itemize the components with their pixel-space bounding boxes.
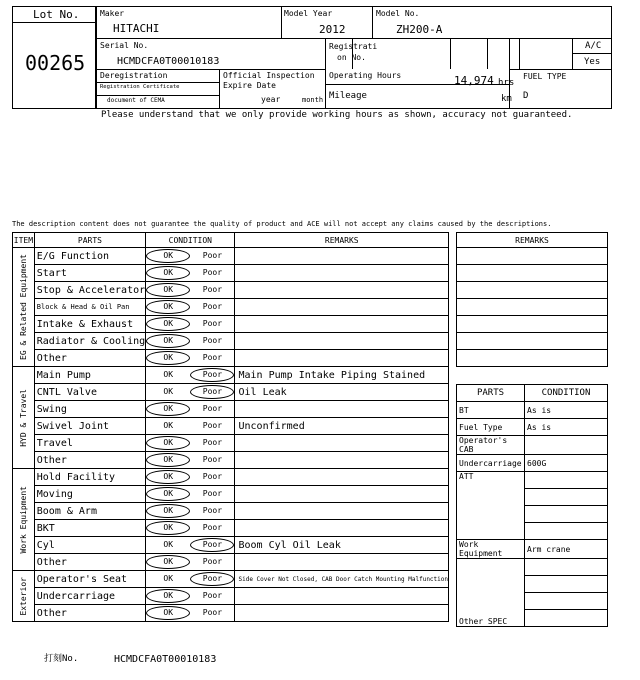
poor-cell	[190, 248, 235, 265]
ok-option[interactable]: OK	[146, 300, 190, 314]
table-row	[13, 367, 449, 384]
fuel-type-value: D	[523, 91, 529, 101]
serial-no-label: Serial No.	[100, 41, 149, 50]
lot-no-label: Lot No.	[33, 8, 80, 21]
header-grid	[96, 6, 612, 109]
remark	[235, 605, 449, 622]
right-parts-row	[457, 540, 608, 559]
poor-cell	[190, 520, 235, 537]
ok-option[interactable]: OK	[146, 470, 190, 484]
right-part-condition: Arm crane	[525, 540, 608, 559]
ok-cell	[146, 299, 191, 316]
poor-option[interactable]: Poor	[202, 608, 223, 617]
remark	[235, 282, 449, 299]
part-name: Block & Head & Oil Pan	[34, 299, 145, 316]
registration-certificate-label: Registration Certificate	[100, 84, 180, 90]
ok-option[interactable]: OK	[163, 370, 174, 379]
ok-option[interactable]: OK	[146, 402, 190, 416]
ok-option[interactable]: OK	[146, 283, 190, 297]
poor-cell	[190, 503, 235, 520]
cema-label: document of CEMA	[107, 97, 165, 104]
ok-cell	[146, 588, 191, 605]
ok-cell	[146, 265, 191, 282]
part-name: Cyl	[34, 537, 145, 554]
remark	[235, 401, 449, 418]
serial-no-value: HCMDCFA0T00010183	[117, 56, 220, 67]
poor-option[interactable]: Poor	[202, 523, 223, 532]
ok-cell	[146, 503, 191, 520]
model-year-label: Model Year	[284, 9, 333, 18]
ok-cell	[146, 418, 191, 435]
ok-option[interactable]: OK	[146, 504, 190, 518]
poor-option[interactable]: Poor	[190, 538, 234, 552]
poor-option[interactable]: Poor	[202, 557, 223, 566]
group-label	[13, 571, 35, 622]
ok-cell	[146, 384, 191, 401]
poor-option[interactable]: Poor	[202, 285, 223, 294]
table-row	[13, 503, 449, 520]
ok-cell	[146, 367, 191, 384]
col-parts-header: PARTS	[34, 233, 145, 248]
ok-option[interactable]: OK	[146, 266, 190, 280]
poor-cell	[190, 554, 235, 571]
ok-option[interactable]: OK	[163, 387, 174, 396]
poor-cell	[190, 469, 235, 486]
group-label-text: EG & Related Equipment	[18, 254, 28, 360]
poor-cell	[190, 367, 235, 384]
model-no-label: Model No.	[376, 9, 420, 18]
table-row	[13, 299, 449, 316]
part-name: Other	[34, 605, 145, 622]
remark	[235, 435, 449, 452]
group-label-text: HYD & Travel	[18, 388, 28, 447]
lot-no: 00265	[25, 51, 86, 75]
poor-cell	[190, 435, 235, 452]
col-condition-header: CONDITION	[146, 233, 235, 248]
maker-label: Maker	[100, 9, 125, 18]
poor-option[interactable]: Poor	[202, 251, 223, 260]
right-parts-row	[457, 419, 608, 436]
disclaimer: The description content does not guarantee the quality of product and ACE will not accept any claims caused by the descriptions.	[12, 220, 552, 228]
right-part-name: Fuel Type	[457, 419, 525, 436]
poor-cell	[190, 350, 235, 367]
table-row	[13, 605, 449, 622]
part-name: BKT	[34, 520, 145, 537]
part-name: Boom & Arm	[34, 503, 145, 520]
ok-cell	[146, 350, 191, 367]
part-name: Other	[34, 452, 145, 469]
ok-option[interactable]: OK	[146, 606, 190, 620]
right-parts-row	[457, 436, 608, 455]
poor-cell	[190, 537, 235, 554]
inspection-label-1: Official Inspection	[223, 71, 315, 80]
poor-cell	[190, 333, 235, 350]
remark	[235, 333, 449, 350]
remark: Oil Leak	[235, 384, 449, 401]
table-row	[13, 316, 449, 333]
maker-value: HITACHI	[113, 22, 160, 35]
poor-cell	[190, 265, 235, 282]
ok-option[interactable]: OK	[146, 487, 190, 501]
table-row	[13, 486, 449, 503]
remark	[235, 588, 449, 605]
poor-option[interactable]: Poor	[202, 336, 223, 345]
month-label: month	[302, 96, 324, 104]
table-row	[13, 248, 449, 265]
poor-cell	[190, 605, 235, 622]
table-row	[13, 469, 449, 486]
poor-cell	[190, 571, 235, 588]
right-part-name: Operator's CAB	[457, 436, 525, 455]
poor-cell	[190, 452, 235, 469]
poor-option[interactable]: Poor	[202, 455, 223, 464]
group-label	[13, 469, 35, 571]
remark: Unconfirmed	[235, 418, 449, 435]
mileage-label: Mileage	[329, 91, 367, 101]
part-name: Start	[34, 265, 145, 282]
right-remarks-row	[457, 265, 608, 282]
poor-cell	[190, 282, 235, 299]
part-name: Operator's Seat	[34, 571, 145, 588]
right-parts-row	[457, 402, 608, 419]
ok-option[interactable]: OK	[146, 436, 190, 450]
ok-cell	[146, 605, 191, 622]
ok-cell	[146, 248, 191, 265]
right-part-condition: As is	[525, 402, 608, 419]
table-row	[13, 537, 449, 554]
model-no-value: ZH200-A	[396, 23, 443, 36]
remark	[235, 486, 449, 503]
group-label-text: Work Equipment	[18, 485, 28, 554]
poor-cell	[190, 588, 235, 605]
table-row	[13, 401, 449, 418]
right-remarks-row	[457, 333, 608, 350]
part-name: Other	[34, 350, 145, 367]
ok-option[interactable]: OK	[146, 589, 190, 603]
right-parts-row	[457, 559, 608, 576]
table-row	[13, 350, 449, 367]
remark	[235, 469, 449, 486]
group-label	[13, 367, 35, 469]
remark	[235, 316, 449, 333]
other-spec-label: Other SPEC	[457, 559, 525, 627]
part-name: Swivel Joint	[34, 418, 145, 435]
hours-note: Please understand that we only provide working hours as shown, accuracy not guaranteed.	[101, 110, 573, 120]
poor-option[interactable]: Poor	[202, 404, 223, 413]
table-row	[13, 418, 449, 435]
table-row	[13, 554, 449, 571]
remark	[235, 350, 449, 367]
remark	[235, 452, 449, 469]
ok-option[interactable]: OK	[146, 351, 190, 365]
ok-option[interactable]: OK	[163, 540, 174, 549]
right-remarks-row	[457, 316, 608, 333]
poor-option[interactable]: Poor	[202, 489, 223, 498]
right-remarks-row	[457, 282, 608, 299]
right-part-name: Work Equipment	[457, 540, 525, 559]
operating-hours-label: Operating Hours	[329, 71, 402, 80]
operating-hours-value: 14,974	[454, 74, 494, 87]
table-row	[13, 435, 449, 452]
ok-cell	[146, 486, 191, 503]
remark	[235, 520, 449, 537]
part-name: Undercarriage	[34, 588, 145, 605]
ok-option[interactable]: OK	[146, 334, 190, 348]
poor-option[interactable]: Poor	[202, 319, 223, 328]
poor-cell	[190, 316, 235, 333]
table-row	[13, 588, 449, 605]
poor-option[interactable]: Poor	[202, 591, 223, 600]
poor-option[interactable]: Poor	[202, 506, 223, 515]
table-row	[13, 571, 449, 588]
part-name: Moving	[34, 486, 145, 503]
remark	[235, 554, 449, 571]
km-label: km	[501, 94, 512, 104]
table-row	[13, 333, 449, 350]
ok-cell	[146, 520, 191, 537]
ok-cell	[146, 316, 191, 333]
right-remarks-header: REMARKS	[457, 233, 608, 248]
col-item-header: ITEM	[13, 233, 35, 248]
right-part-condition	[525, 436, 608, 455]
part-name: Hold Facility	[34, 469, 145, 486]
right-remarks-row	[457, 350, 608, 367]
right-parts-row	[457, 472, 608, 489]
remark: Main Pump Intake Piping Stained	[235, 367, 449, 384]
right-parts-row	[457, 455, 608, 472]
table-row	[13, 282, 449, 299]
part-name: Main Pump	[34, 367, 145, 384]
year-label: year	[261, 95, 281, 104]
poor-option[interactable]: Poor	[202, 472, 223, 481]
part-name: Swing	[34, 401, 145, 418]
hrs-label: hrs	[498, 78, 515, 88]
right-remarks-row	[457, 299, 608, 316]
ok-option[interactable]: OK	[163, 421, 174, 430]
ac-value: Yes	[584, 57, 601, 67]
fuel-type-label: FUEL TYPE	[523, 72, 567, 81]
poor-cell	[190, 418, 235, 435]
remark	[235, 248, 449, 265]
part-name: E/G Function	[34, 248, 145, 265]
ok-option[interactable]: OK	[163, 574, 174, 583]
inspection-label-2: Expire Date	[223, 81, 276, 90]
part-name: CNTL Valve	[34, 384, 145, 401]
poor-cell	[190, 401, 235, 418]
ok-cell	[146, 537, 191, 554]
right-parts-header: PARTS	[457, 385, 525, 402]
group-label-text: Exterior	[18, 576, 28, 616]
col-remarks-header: REMARKS	[235, 233, 449, 248]
ok-option[interactable]: OK	[146, 555, 190, 569]
att-label: ATT	[457, 472, 525, 540]
table-row	[13, 520, 449, 537]
remark: Side Cover Not Closed, CAB Door Catch Mounting Malfunction	[235, 571, 449, 588]
table-row	[13, 265, 449, 282]
part-name: Travel	[34, 435, 145, 452]
right-part-name: Undercarriage	[457, 455, 525, 472]
right-condition-header: CONDITION	[525, 385, 608, 402]
group-label	[13, 248, 35, 367]
ok-cell	[146, 571, 191, 588]
ok-cell	[146, 452, 191, 469]
ac-label: A/C	[585, 41, 602, 51]
poor-option[interactable]: Poor	[202, 268, 223, 277]
right-part-condition: As is	[525, 419, 608, 436]
stamp-label: 打刻No.	[44, 654, 79, 664]
poor-option[interactable]: Poor	[202, 302, 223, 311]
poor-option[interactable]: Poor	[190, 572, 234, 586]
condition-table	[12, 232, 449, 622]
ok-cell	[146, 401, 191, 418]
lot-box	[12, 6, 96, 109]
right-part-name: BT	[457, 402, 525, 419]
model-year-value: 2012	[319, 23, 346, 36]
stamp-value: HCMDCFA0T00010183	[114, 654, 217, 665]
part-name: Stop & Accelerator	[34, 282, 145, 299]
ok-cell	[146, 554, 191, 571]
poor-cell	[190, 299, 235, 316]
registration-no-label-1: Registrati	[329, 42, 378, 51]
poor-option[interactable]: Poor	[202, 353, 223, 362]
ok-cell	[146, 435, 191, 452]
poor-cell	[190, 486, 235, 503]
right-part-condition: 600G	[525, 455, 608, 472]
remark	[235, 265, 449, 282]
part-name: Radiator & Cooling	[34, 333, 145, 350]
part-name: Other	[34, 554, 145, 571]
right-remarks-table	[456, 232, 608, 367]
ok-option[interactable]: OK	[146, 453, 190, 467]
poor-option[interactable]: Poor	[190, 368, 234, 382]
table-row	[13, 384, 449, 401]
ok-option[interactable]: OK	[146, 521, 190, 535]
ok-option[interactable]: OK	[146, 317, 190, 331]
ok-cell	[146, 469, 191, 486]
right-remarks-row	[457, 248, 608, 265]
ok-cell	[146, 333, 191, 350]
remark: Boom Cyl Oil Leak	[235, 537, 449, 554]
poor-option[interactable]: Poor	[202, 421, 223, 430]
poor-cell	[190, 384, 235, 401]
ok-option[interactable]: OK	[146, 249, 190, 263]
remark	[235, 503, 449, 520]
table-row	[13, 452, 449, 469]
deregistration-label: Deregistration	[100, 71, 168, 80]
remark	[235, 299, 449, 316]
poor-option[interactable]: Poor	[190, 385, 234, 399]
poor-option[interactable]: Poor	[202, 438, 223, 447]
part-name: Intake & Exhaust	[34, 316, 145, 333]
registration-no-label-2: on No.	[337, 53, 366, 62]
parts-condition-table	[456, 384, 608, 627]
ok-cell	[146, 282, 191, 299]
